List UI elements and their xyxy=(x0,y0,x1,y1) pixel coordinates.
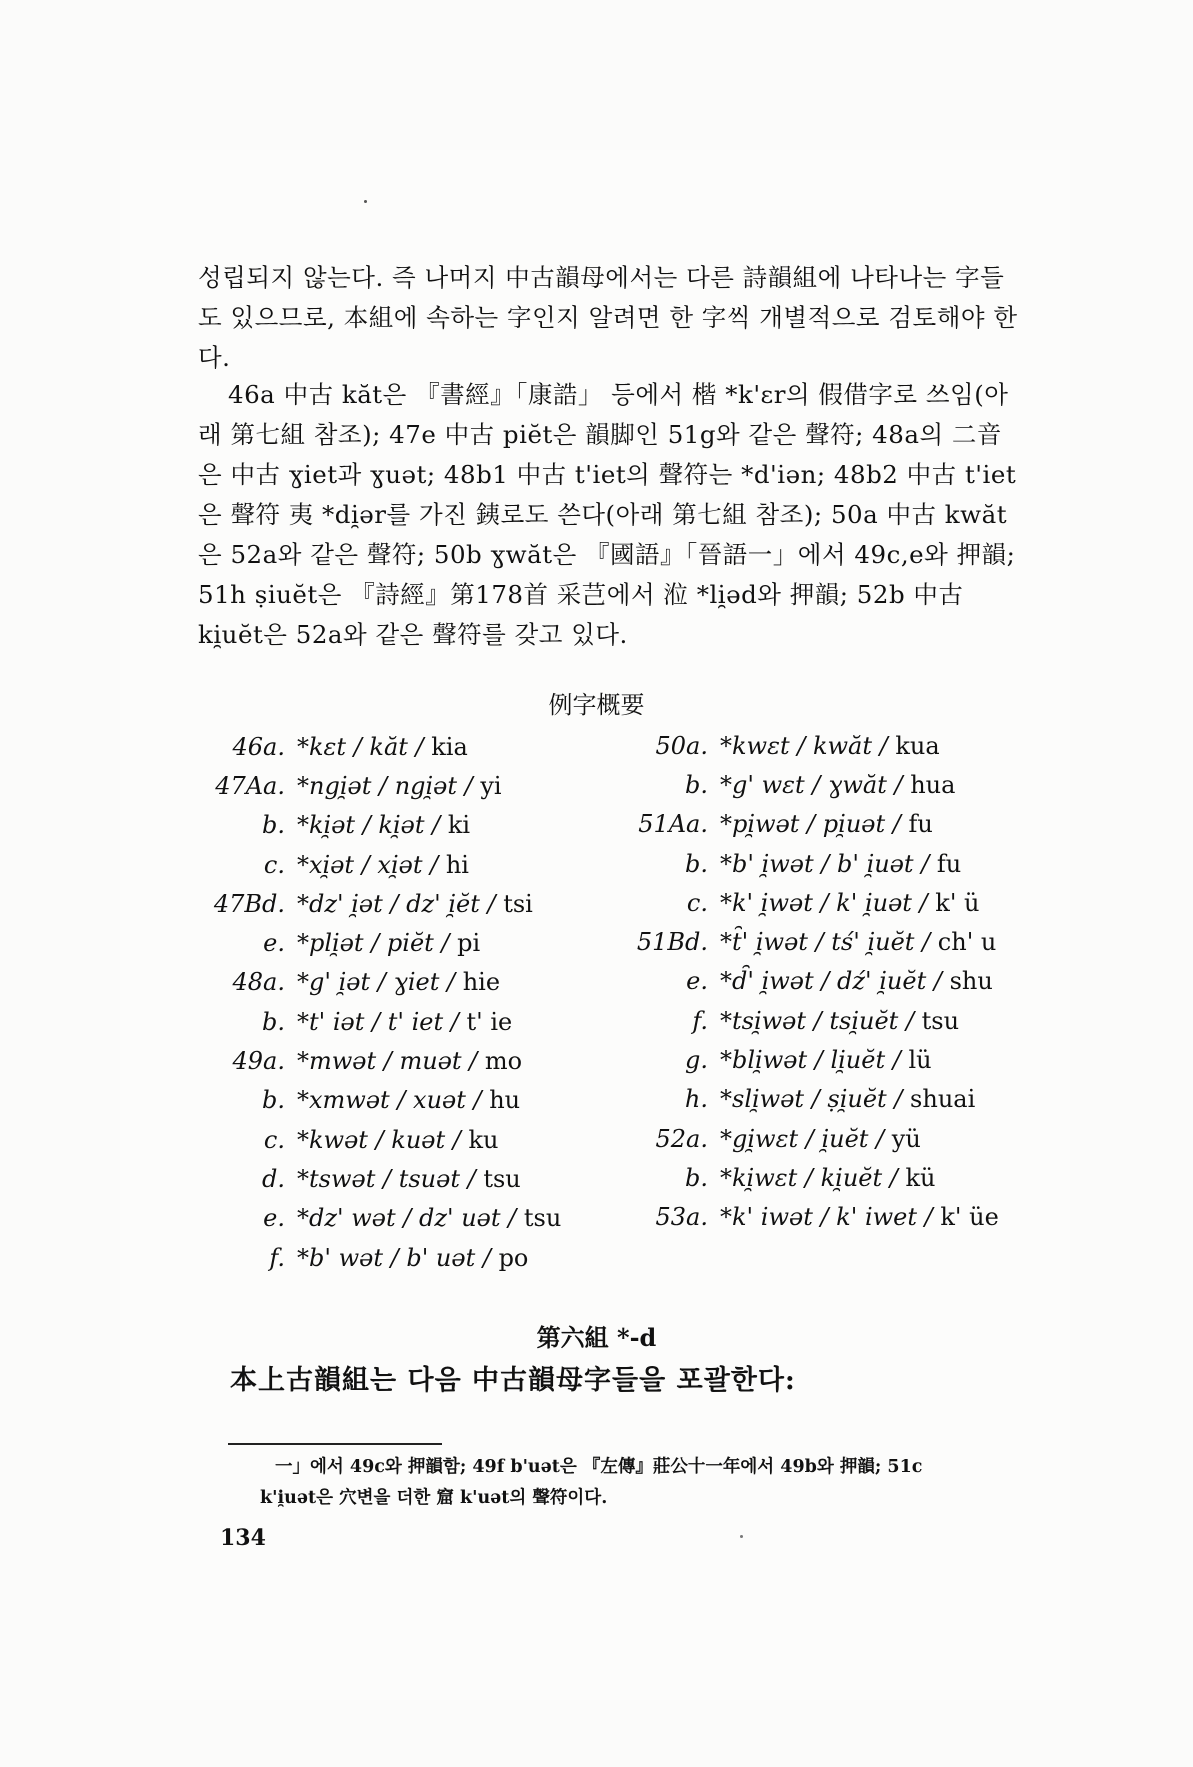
example-forms: *d̑' i̯wət / dź' i̯uĕt / shu xyxy=(720,967,993,996)
example-number: e. xyxy=(263,1204,285,1233)
example-forms: *xi̯ət / xi̯ət / hi xyxy=(297,850,469,879)
example-number: f. xyxy=(692,1006,708,1035)
example-forms: *b' i̯wət / b' i̯uət / fu xyxy=(720,849,962,878)
group-intro: 本上古韻組는 다음 中古韻母字들을 포괄한다: xyxy=(230,1365,796,1396)
example-forms: *t̑' i̯wət / tś' i̯uĕt / ch' u xyxy=(720,928,997,957)
footnote-line: k'i̯uət은 穴변을 더한 窟 k'uət의 聲符이다. xyxy=(260,1488,608,1508)
example-number: c. xyxy=(263,1125,285,1154)
example-row xyxy=(615,962,999,1001)
example-row xyxy=(200,1002,561,1041)
example-number: b. xyxy=(262,1007,285,1036)
example-row xyxy=(615,922,999,961)
example-number: e. xyxy=(263,929,285,958)
example-forms: *g' wɛt / ɣwăt / hua xyxy=(720,770,956,799)
example-forms: *tsi̯wət / tsi̯uĕt / tsu xyxy=(720,1006,960,1035)
example-row xyxy=(200,845,561,884)
paragraph-continuation: 성립되지 않는다. 즉 나머지 中古韻母에서는 다른 詩韻組에 나타나는 字들도 있으므로, 本組에 속하는 字인지 알려면 한 字씩 개별적으로 검토해야 한다. xyxy=(198,263,1018,372)
example-forms: *dz' i̯ət / dz' i̯ĕt / tsi xyxy=(297,889,533,918)
example-row xyxy=(200,806,561,845)
example-number: b. xyxy=(685,849,708,878)
example-row xyxy=(615,1158,999,1197)
example-row xyxy=(615,1119,999,1158)
example-row xyxy=(200,1081,561,1120)
example-forms: *tswət / tsuət / tsu xyxy=(297,1164,521,1193)
example-number: b. xyxy=(262,1086,285,1115)
example-row xyxy=(200,923,561,962)
example-number: 51Aa. xyxy=(638,810,708,839)
example-forms: *g' i̯ət / ɣiet / hie xyxy=(297,968,501,997)
example-number: b. xyxy=(685,1163,708,1192)
example-number: f. xyxy=(269,1243,285,1272)
page-number: 134 xyxy=(220,1525,266,1551)
footnote xyxy=(260,1452,1025,1514)
example-row xyxy=(615,765,999,804)
example-number: 46a. xyxy=(232,732,285,761)
example-forms: *mwət / muət / mo xyxy=(297,1047,523,1076)
example-forms: *sli̯wət / ṣi̯uĕt / shuai xyxy=(720,1085,976,1114)
example-forms: *k' i̯wət / k' i̯uət / k' ü xyxy=(720,888,980,917)
example-row xyxy=(615,1040,999,1079)
section-title: 例字概要 xyxy=(548,691,645,719)
example-number: e. xyxy=(686,967,708,996)
example-number: h. xyxy=(684,1085,708,1114)
example-forms: *dz' wət / dz' uət / tsu xyxy=(297,1204,562,1233)
example-row xyxy=(200,1238,561,1277)
example-forms: *b' wət / b' uət / po xyxy=(297,1243,529,1272)
example-number: 49a. xyxy=(232,1047,285,1076)
example-forms: *ki̯wɛt / ki̯uĕt / kü xyxy=(720,1163,936,1192)
example-number: g. xyxy=(685,1046,708,1075)
example-forms: *pi̯wət / pi̯uət / fu xyxy=(720,810,933,839)
example-forms: *kɛt / kăt / kia xyxy=(297,732,468,761)
example-number: c. xyxy=(686,888,708,917)
example-number: 47Bd. xyxy=(213,889,285,918)
example-forms: *gi̯wɛt / i̯uĕt / yü xyxy=(720,1124,921,1153)
example-forms: *kwɛt / kwăt / kua xyxy=(720,731,940,760)
example-row xyxy=(615,1198,999,1237)
example-forms: *xmwət / xuət / hu xyxy=(297,1086,521,1115)
example-number: b. xyxy=(262,811,285,840)
example-forms: *ki̯ət / ki̯ət / ki xyxy=(297,811,471,840)
paragraph-notes xyxy=(198,375,1018,655)
example-number: 52a. xyxy=(655,1124,708,1153)
example-forms: *pli̯ət / piĕt / pi xyxy=(297,929,481,958)
example-number: c. xyxy=(263,850,285,879)
example-row xyxy=(615,726,999,765)
example-row xyxy=(615,844,999,883)
example-number: d. xyxy=(262,1164,285,1193)
examples-right-table xyxy=(615,726,999,1237)
example-forms: *t' iət / t' iet / t' ie xyxy=(297,1007,513,1036)
example-row xyxy=(200,884,561,923)
example-row xyxy=(200,1159,561,1198)
example-forms: *ngi̯ət / ngi̯ət / yi xyxy=(297,771,502,800)
example-forms: *kwət / kuət / ku xyxy=(297,1125,499,1154)
example-forms: *k' iwət / k' iwet / k' üe xyxy=(720,1203,999,1232)
example-number: b. xyxy=(685,770,708,799)
example-number: 50a. xyxy=(655,731,708,760)
example-row xyxy=(200,1199,561,1238)
example-row xyxy=(615,1080,999,1119)
example-row xyxy=(615,805,999,844)
speck xyxy=(364,200,367,203)
example-number: 47Aa. xyxy=(215,771,285,800)
example-forms: *bli̯wət / li̯uĕt / lü xyxy=(720,1046,932,1075)
example-row xyxy=(200,963,561,1002)
example-row xyxy=(200,1120,561,1159)
example-number: 51Bd. xyxy=(636,928,708,957)
footnote-divider xyxy=(228,1443,442,1445)
example-number: 48a. xyxy=(232,968,285,997)
paragraph-notes-text: 46a 中古 kăt은 『書經』「康誥」 등에서 楷 *k'ɛr의 假借字로 쓰임(아래 第七組 참조); 47e 中古 piĕt은 韻脚인 51g와 같은 聲符; 48a의 二音은 中古 ɣiet과 ɣuət; 48b1 中古 t'iet의 聲符는 *d'iən; 48b2 中古 t'iet은 聲符 夷 *di̯ər를 가진 銕로도 쓴다(아래 第七組 참조); 50a 中古 kwăt은 52a와 같은 聲符; 50b ɣwăt은 『國語』「晉語一」에서 49c,e와 押韻; 51h ṣiuĕt은 『詩經』第178首 采芑에서 涖 *li̯əd와 押韻; 52b 中古 ki̯uĕt은 52a와 같은 聲符를 갖고 있다. xyxy=(198,380,1017,649)
example-number: 53a. xyxy=(655,1203,708,1232)
speck xyxy=(740,1535,743,1538)
footnote-line: 一」에서 49c와 押韻함; 49f b'uət은 『左傳』莊公十一年에서 49b와 押韻; 51c xyxy=(275,1457,923,1477)
example-row xyxy=(200,1041,561,1080)
example-row xyxy=(200,766,561,805)
example-row xyxy=(200,727,561,766)
example-row xyxy=(615,1001,999,1040)
examples-left-table xyxy=(200,727,561,1277)
example-row xyxy=(615,883,999,922)
group-heading: 第六組 *-d xyxy=(536,1323,657,1352)
